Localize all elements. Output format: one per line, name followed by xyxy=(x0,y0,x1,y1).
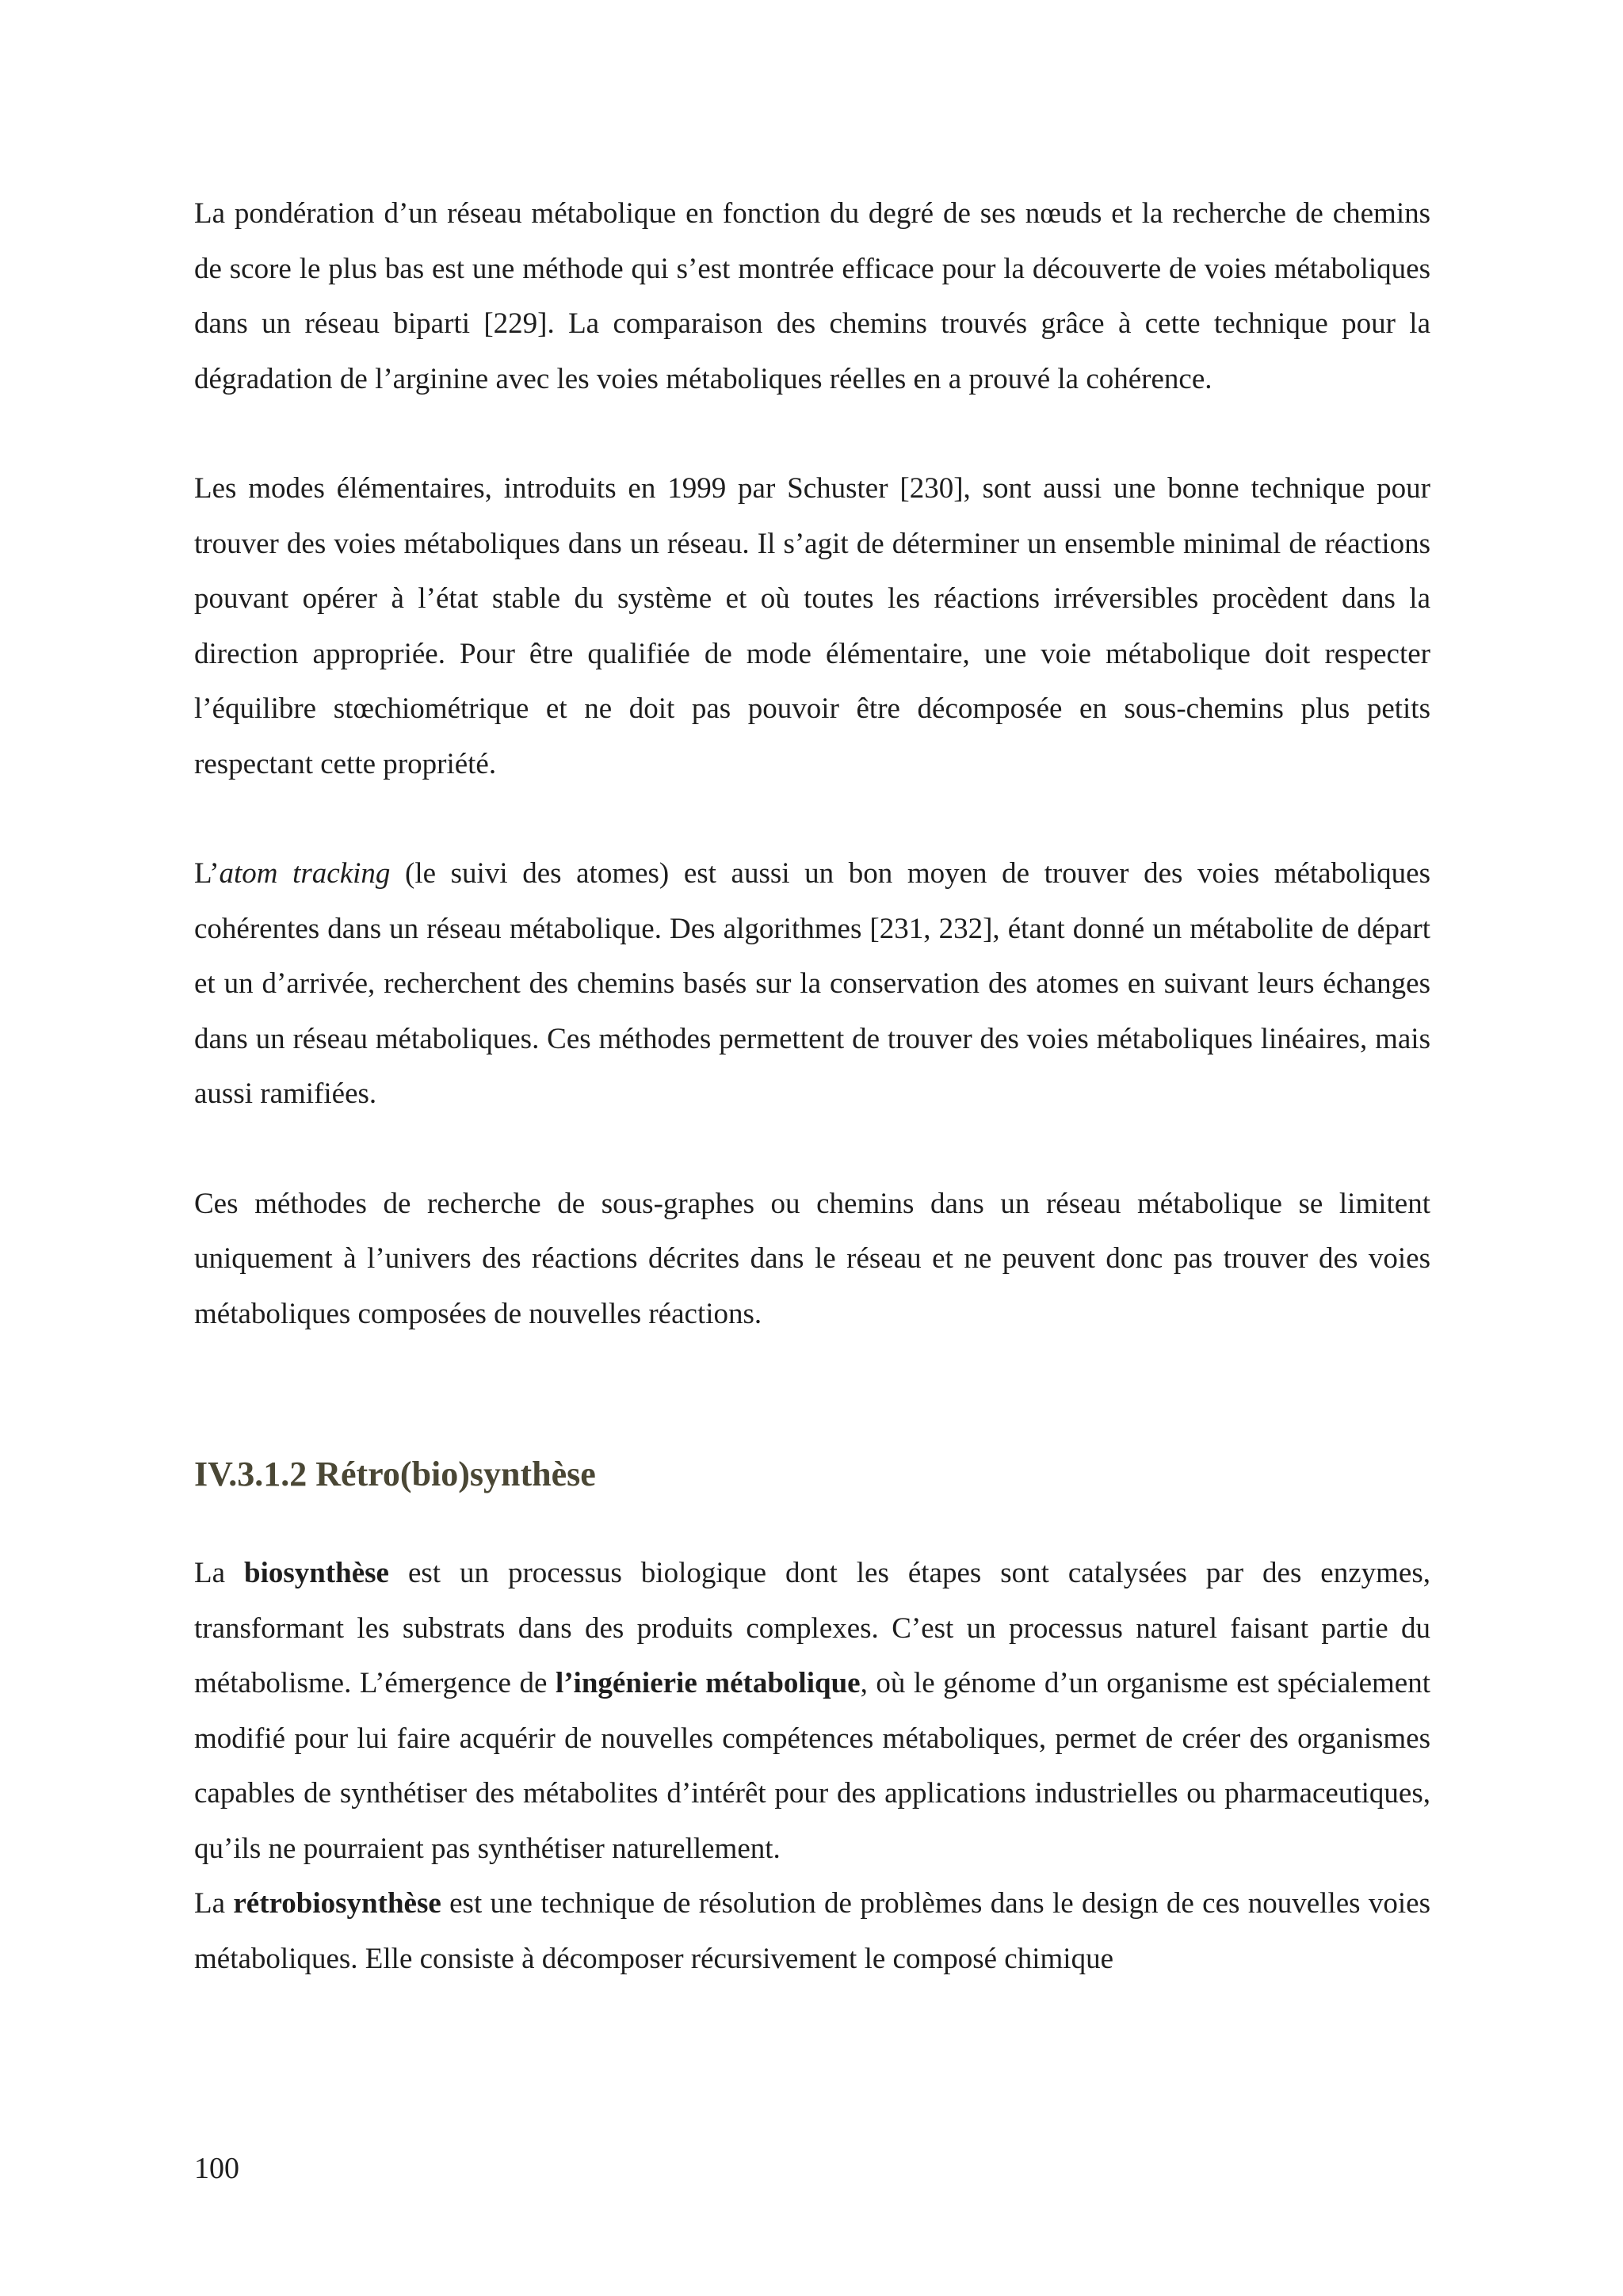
paragraph-atom-tracking xyxy=(194,846,1430,1122)
biosynthesis-term: biosynthèse xyxy=(244,1557,389,1589)
atom-tracking-text: (le suivi des atomes) est aussi un bon moyen de trouver des voies métaboliques cohérentes dans un réseau métabolique. Des algorithmes [231, 232], étant donné un métabolite de départ et un d’arrivée, recherchent des chemins basés sur la conservation des atomes en suivant leurs échanges dans un réseau métaboliques. Ces méthodes permettent de trouver des voies métaboliques linéaires, mais aussi ramifiées. xyxy=(194,857,1430,1110)
paragraph-weighting: La pondération d’un réseau métabolique en fonction du degré de ses nœuds et la recherche de chemins de score le plus bas est une méthode qui s’est montrée efficace pour la découverte de voies métaboliques dans un réseau biparti [229]. La comparaison des chemins trouvés grâce à cette technique pour la dégradation de l’arginine avec les voies métaboliques réelles en a prouvé la cohérence. xyxy=(194,197,1430,395)
metabolic-engineering-term: l’ingénierie métabolique xyxy=(555,1667,861,1699)
paragraph-limitations: Ces méthodes de recherche de sous-graphes ou chemins dans un réseau métabolique se limitent uniquement à l’univers des réactions décrites dans le réseau et ne peuvent donc pas trouver des voies métaboliques composées de nouvelles réactions. xyxy=(194,1187,1430,1330)
paragraph-retrobiosynthesis xyxy=(194,1876,1430,1986)
atom-tracking-prefix: L’ xyxy=(194,857,220,890)
retrobiosynthesis-term: rétrobiosynthèse xyxy=(233,1887,441,1920)
paragraph-biosynthesis xyxy=(194,1546,1430,1876)
retrobiosynthesis-text-1: La xyxy=(194,1887,234,1920)
biosynthesis-text-1: La xyxy=(194,1557,244,1589)
retrobiosynthesis-text-2: est une technique de résolution de problèmes dans le design de ces nouvelles voies métaboliques. Elle consiste à décomposer récursivement le composé chimique xyxy=(194,1887,1431,1975)
atom-tracking-term: atom tracking xyxy=(219,857,391,890)
biosynthesis-text-3: , où le génome d’un organisme est spécialement modifié pour lui faire acquérir de nouvelles compétences métaboliques, permet de créer des organismes capables de synthétiser des métabolites d’intérêt pour des applications industrielles ou pharmaceutiques, qu’ils ne pourraient pas synthétiser naturellement. xyxy=(194,1667,1430,1865)
page-number: 100 xyxy=(194,2152,239,2185)
section-heading: IV.3.1.2 Rétro(bio)synthèse xyxy=(194,1455,596,1493)
page-body xyxy=(194,186,1430,1986)
biosynthesis-text-2: est un processus biologique dont les étapes sont catalysées par des enzymes, transformant les substrats dans des produits complexes. C’est un processus naturel faisant partie du métabolisme. L’émergence de xyxy=(194,1557,1430,1699)
paragraph-elementary-modes: Les modes élémentaires, introduits en 1999 par Schuster [230], sont aussi une bonne technique pour trouver des voies métaboliques dans un réseau. Il s’agit de déterminer un ensemble minimal de réactions pouvant opérer à l’état stable du système et où toutes les réactions irréversibles procèdent dans la direction appropriée. Pour être qualifiée de mode élémentaire, une voie métabolique doit respecter l’équilibre stœchiométrique et ne doit pas pouvoir être décomposée en sous-chemins plus petits respectant cette propriété. xyxy=(194,472,1430,780)
